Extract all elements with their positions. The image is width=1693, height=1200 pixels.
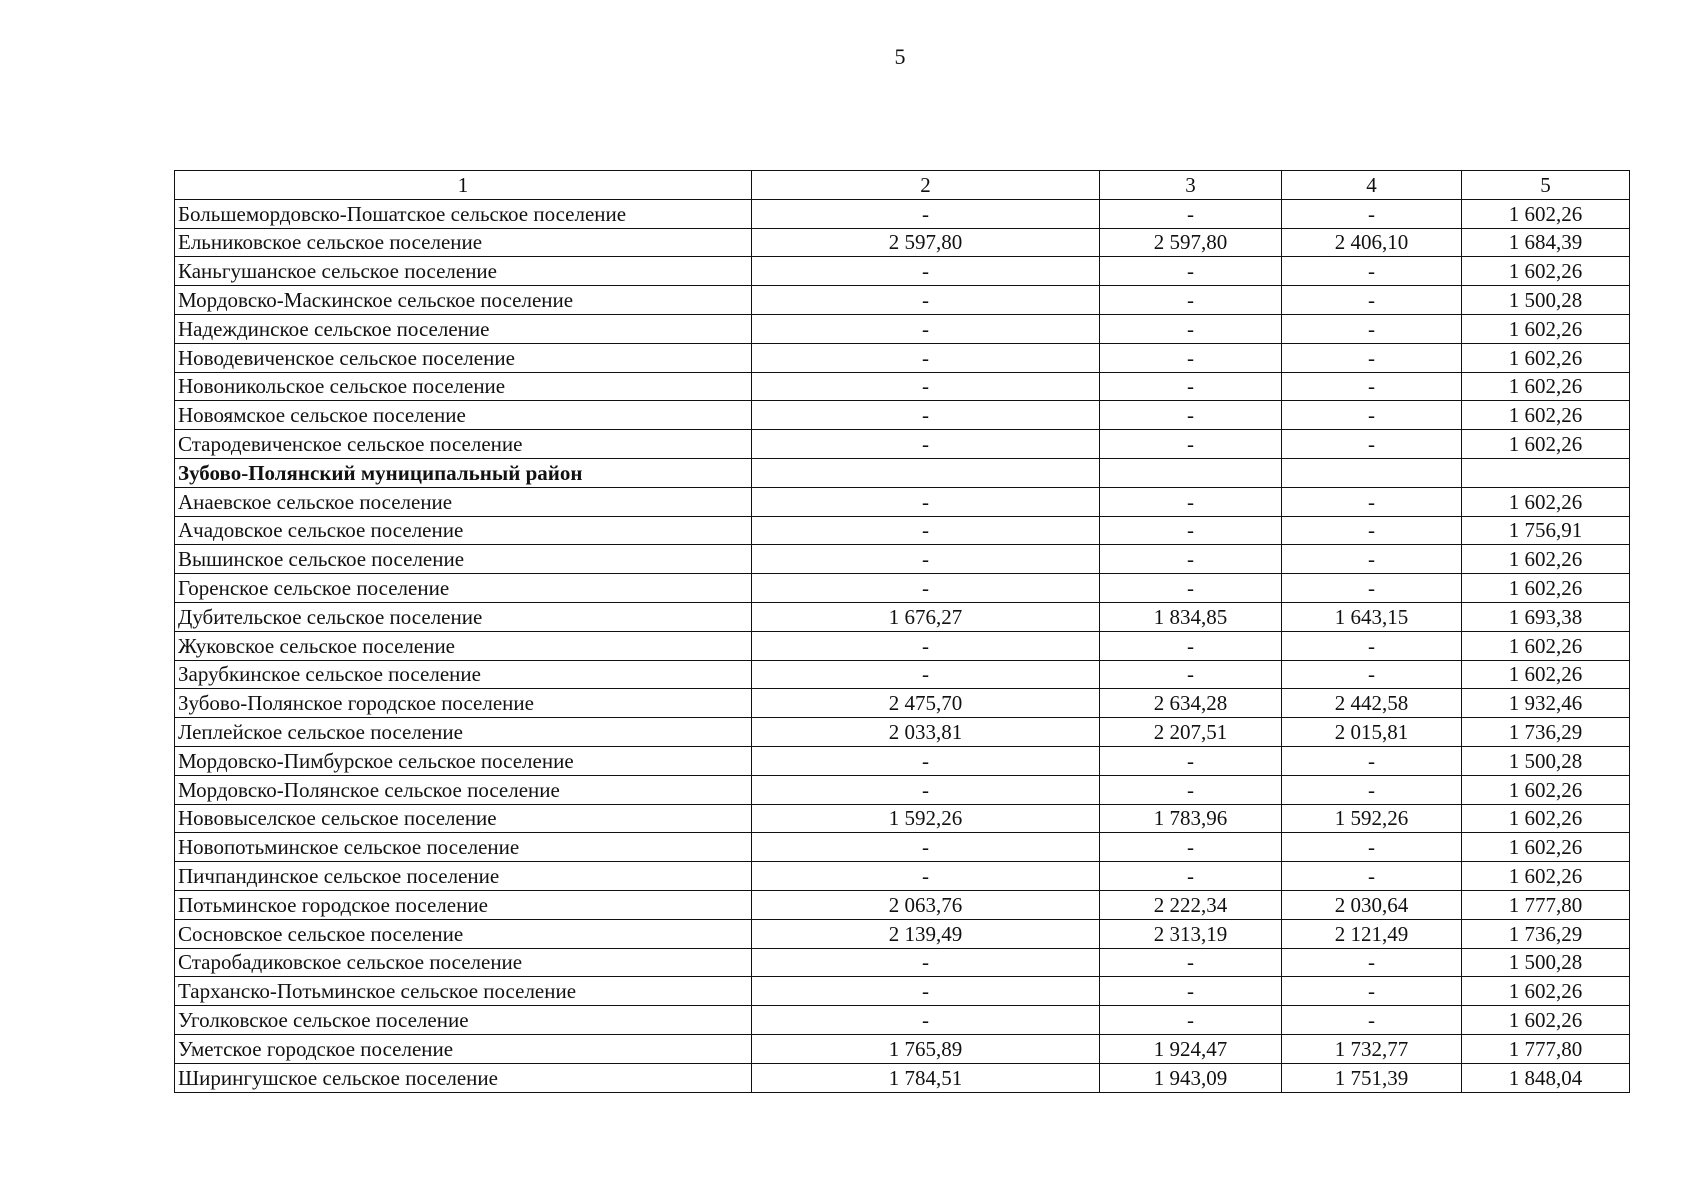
value-col-5-cell: 1 602,26: [1462, 775, 1630, 804]
value-col-3-cell: 2 597,80: [1100, 228, 1282, 257]
value-col-5-cell: 1 602,26: [1462, 574, 1630, 603]
value-col-2-cell: -: [752, 660, 1100, 689]
table-row: [175, 660, 1630, 689]
value-col-5-cell: 1 756,91: [1462, 516, 1630, 545]
settlement-name-cell: Уметское городское поселение: [175, 1034, 752, 1063]
settlement-name-cell: Мордовско-Полянское сельское поселение: [175, 775, 752, 804]
settlement-name-cell: Ельниковское сельское поселение: [175, 228, 752, 257]
value-col-5-cell: 1 602,26: [1462, 804, 1630, 833]
settlement-name-cell: Зубово-Полянское городское поселение: [175, 689, 752, 718]
value-col-5-cell: 1 602,26: [1462, 487, 1630, 516]
value-col-2-cell: 2 063,76: [752, 890, 1100, 919]
value-col-5-cell: 1 602,26: [1462, 314, 1630, 343]
value-col-3-cell: -: [1100, 314, 1282, 343]
value-col-5-cell: 1 602,26: [1462, 199, 1630, 228]
value-col-3-cell: -: [1100, 631, 1282, 660]
settlement-name-cell: Нововыселское сельское поселение: [175, 804, 752, 833]
value-col-2-cell: -: [752, 343, 1100, 372]
table-row: [175, 286, 1630, 315]
value-col-2-cell: -: [752, 977, 1100, 1006]
table-row: [175, 746, 1630, 775]
settlement-name-cell: Новоямское сельское поселение: [175, 401, 752, 430]
value-col-5-cell: 1 602,26: [1462, 401, 1630, 430]
value-col-3-cell: -: [1100, 977, 1282, 1006]
value-col-5-cell: 1 848,04: [1462, 1063, 1630, 1092]
value-col-5-cell: 1 602,26: [1462, 257, 1630, 286]
value-col-4-cell: 1 592,26: [1282, 804, 1462, 833]
value-col-4-cell: 2 406,10: [1282, 228, 1462, 257]
table-row: [175, 430, 1630, 459]
value-col-3-cell: -: [1100, 430, 1282, 459]
value-col-3-cell: -: [1100, 775, 1282, 804]
value-col-2-cell: -: [752, 401, 1100, 430]
value-col-2-cell: -: [752, 286, 1100, 315]
value-col-2-cell: -: [752, 430, 1100, 459]
value-col-5-cell: 1 777,80: [1462, 890, 1630, 919]
value-col-2-cell: -: [752, 487, 1100, 516]
value-col-5-cell: 1 736,29: [1462, 919, 1630, 948]
value-col-4-cell: -: [1282, 545, 1462, 574]
table-row: [175, 1006, 1630, 1035]
value-col-4-cell: -: [1282, 775, 1462, 804]
value-col-3-cell: -: [1100, 660, 1282, 689]
district-heading-row: [175, 458, 1630, 487]
column-header-5: 5: [1462, 171, 1630, 200]
table-body: [175, 199, 1630, 1092]
settlement-name-cell: Новопотьминское сельское поселение: [175, 833, 752, 862]
value-col-5-cell: 1 602,26: [1462, 1006, 1630, 1035]
table-row: [175, 833, 1630, 862]
value-col-4-cell: -: [1282, 487, 1462, 516]
value-col-5-cell: 1 684,39: [1462, 228, 1630, 257]
value-col-2-cell: 1 784,51: [752, 1063, 1100, 1092]
table-row: [175, 343, 1630, 372]
value-col-2-cell: 2 475,70: [752, 689, 1100, 718]
settlement-name-cell: Зарубкинское сельское поселение: [175, 660, 752, 689]
settlement-name-cell: Анаевское сельское поселение: [175, 487, 752, 516]
column-header-2: 2: [752, 171, 1100, 200]
value-col-5-cell: 1 932,46: [1462, 689, 1630, 718]
settlement-name-cell: Дубительское сельское поселение: [175, 602, 752, 631]
value-col-2-cell: -: [752, 631, 1100, 660]
value-col-5-cell: 1 602,26: [1462, 977, 1630, 1006]
settlement-name-cell: Горенское сельское поселение: [175, 574, 752, 603]
settlement-name-cell: Новоникольское сельское поселение: [175, 372, 752, 401]
value-col-3-cell: -: [1100, 257, 1282, 286]
value-col-5-cell: 1 500,28: [1462, 746, 1630, 775]
value-col-5-cell: 1 602,26: [1462, 372, 1630, 401]
settlement-name-cell: Ачадовское сельское поселение: [175, 516, 752, 545]
value-col-3-cell: -: [1100, 574, 1282, 603]
value-col-3-cell: -: [1100, 516, 1282, 545]
table-row: [175, 862, 1630, 891]
value-col-3-cell: 2 634,28: [1100, 689, 1282, 718]
value-col-5-cell: 1 693,38: [1462, 602, 1630, 631]
table-row: [175, 199, 1630, 228]
value-col-3-cell: 1 924,47: [1100, 1034, 1282, 1063]
value-col-4-cell: 1 732,77: [1282, 1034, 1462, 1063]
value-col-4-cell: -: [1282, 948, 1462, 977]
table-row: [175, 372, 1630, 401]
column-header-4: 4: [1282, 171, 1462, 200]
table-row: [175, 487, 1630, 516]
value-col-2-cell: -: [752, 199, 1100, 228]
value-col-2-cell: 1 676,27: [752, 602, 1100, 631]
value-col-5-cell: 1 602,26: [1462, 862, 1630, 891]
value-col-4-cell: -: [1282, 746, 1462, 775]
settlement-name-cell: Тарханско-Потьминское сельское поселение: [175, 977, 752, 1006]
value-col-2-cell: -: [752, 314, 1100, 343]
value-col-4-cell: 1 751,39: [1282, 1063, 1462, 1092]
tariff-table-container: [174, 170, 1629, 1093]
settlement-name-cell: Новодевиченское сельское поселение: [175, 343, 752, 372]
value-col-4-cell: 2 030,64: [1282, 890, 1462, 919]
table-row: [175, 545, 1630, 574]
table-row: [175, 401, 1630, 430]
settlement-name-cell: Ширингушское сельское поселение: [175, 1063, 752, 1092]
value-col-4-cell: -: [1282, 199, 1462, 228]
value-col-5-cell: 1 500,28: [1462, 948, 1630, 977]
value-col-3-cell: -: [1100, 401, 1282, 430]
settlement-name-cell: Старобадиковское сельское поселение: [175, 948, 752, 977]
table-header-row: [175, 171, 1630, 200]
value-col-2-cell: -: [752, 948, 1100, 977]
table-row: [175, 919, 1630, 948]
value-col-4-cell: -: [1282, 833, 1462, 862]
settlement-name-cell: Леплейское сельское поселение: [175, 718, 752, 747]
settlement-name-cell: Мордовско-Маскинское сельское поселение: [175, 286, 752, 315]
value-col-4-cell: -: [1282, 1006, 1462, 1035]
value-col-4-cell: -: [1282, 314, 1462, 343]
value-col-4-cell: 1 643,15: [1282, 602, 1462, 631]
table-row: [175, 228, 1630, 257]
value-col-2-cell: [752, 458, 1100, 487]
value-col-4-cell: -: [1282, 401, 1462, 430]
value-col-4-cell: -: [1282, 430, 1462, 459]
value-col-4-cell: 2 015,81: [1282, 718, 1462, 747]
value-col-3-cell: -: [1100, 833, 1282, 862]
column-header-1: 1: [175, 171, 752, 200]
value-col-3-cell: -: [1100, 199, 1282, 228]
settlement-name-cell: Надеждинское сельское поселение: [175, 314, 752, 343]
settlement-name-cell: Потьминское городское поселение: [175, 890, 752, 919]
settlement-name-cell: Стародевиченское сельское поселение: [175, 430, 752, 459]
value-col-2-cell: -: [752, 746, 1100, 775]
table-row: [175, 516, 1630, 545]
value-col-2-cell: 2 033,81: [752, 718, 1100, 747]
table-row: [175, 977, 1630, 1006]
value-col-4-cell: -: [1282, 660, 1462, 689]
table-row: [175, 1063, 1630, 1092]
value-col-4-cell: -: [1282, 516, 1462, 545]
value-col-3-cell: -: [1100, 1006, 1282, 1035]
value-col-4-cell: 2 121,49: [1282, 919, 1462, 948]
value-col-4-cell: -: [1282, 574, 1462, 603]
page-number: 5: [894, 44, 906, 69]
value-col-5-cell: 1 602,26: [1462, 833, 1630, 862]
value-col-2-cell: 2 597,80: [752, 228, 1100, 257]
value-col-2-cell: 1 765,89: [752, 1034, 1100, 1063]
value-col-5-cell: 1 777,80: [1462, 1034, 1630, 1063]
value-col-4-cell: [1282, 458, 1462, 487]
settlement-name-cell: Каньгушанское сельское поселение: [175, 257, 752, 286]
value-col-5-cell: [1462, 458, 1630, 487]
table-row: [175, 314, 1630, 343]
value-col-2-cell: -: [752, 257, 1100, 286]
value-col-2-cell: -: [752, 574, 1100, 603]
value-col-2-cell: -: [752, 516, 1100, 545]
settlement-name-cell: Большемордовско-Пошатское сельское поселение: [175, 199, 752, 228]
table-row: [175, 257, 1630, 286]
settlement-name-cell: Зубово-Полянский муниципальный район: [175, 458, 752, 487]
column-header-3: 3: [1100, 171, 1282, 200]
value-col-2-cell: -: [752, 545, 1100, 574]
value-col-3-cell: -: [1100, 286, 1282, 315]
table-row: [175, 775, 1630, 804]
settlement-name-cell: Вышинское сельское поселение: [175, 545, 752, 574]
table-row: [175, 718, 1630, 747]
value-col-4-cell: -: [1282, 631, 1462, 660]
table-row: [175, 574, 1630, 603]
settlement-name-cell: Сосновское сельское поселение: [175, 919, 752, 948]
value-col-5-cell: 1 602,26: [1462, 430, 1630, 459]
value-col-4-cell: -: [1282, 862, 1462, 891]
value-col-3-cell: -: [1100, 343, 1282, 372]
value-col-5-cell: 1 602,26: [1462, 660, 1630, 689]
settlement-name-cell: Уголковское сельское поселение: [175, 1006, 752, 1035]
value-col-2-cell: -: [752, 775, 1100, 804]
value-col-3-cell: -: [1100, 862, 1282, 891]
value-col-4-cell: 2 442,58: [1282, 689, 1462, 718]
value-col-3-cell: -: [1100, 372, 1282, 401]
value-col-5-cell: 1 736,29: [1462, 718, 1630, 747]
value-col-2-cell: -: [752, 833, 1100, 862]
value-col-3-cell: -: [1100, 746, 1282, 775]
settlement-name-cell: Пичпандинское сельское поселение: [175, 862, 752, 891]
value-col-5-cell: 1 500,28: [1462, 286, 1630, 315]
table-row: [175, 890, 1630, 919]
value-col-3-cell: [1100, 458, 1282, 487]
value-col-3-cell: 2 222,34: [1100, 890, 1282, 919]
value-col-3-cell: 2 207,51: [1100, 718, 1282, 747]
table-row: [175, 948, 1630, 977]
value-col-5-cell: 1 602,26: [1462, 631, 1630, 660]
value-col-4-cell: -: [1282, 257, 1462, 286]
value-col-2-cell: -: [752, 1006, 1100, 1035]
value-col-3-cell: 1 783,96: [1100, 804, 1282, 833]
table-row: [175, 804, 1630, 833]
value-col-2-cell: -: [752, 862, 1100, 891]
value-col-3-cell: -: [1100, 487, 1282, 516]
value-col-4-cell: -: [1282, 286, 1462, 315]
table-row: [175, 1034, 1630, 1063]
value-col-2-cell: 1 592,26: [752, 804, 1100, 833]
value-col-2-cell: -: [752, 372, 1100, 401]
table-row: [175, 602, 1630, 631]
value-col-5-cell: 1 602,26: [1462, 545, 1630, 574]
value-col-3-cell: 1 834,85: [1100, 602, 1282, 631]
table-row: [175, 631, 1630, 660]
tariff-table: [174, 170, 1630, 1093]
value-col-4-cell: -: [1282, 372, 1462, 401]
value-col-3-cell: -: [1100, 948, 1282, 977]
value-col-4-cell: -: [1282, 343, 1462, 372]
settlement-name-cell: Жуковское сельское поселение: [175, 631, 752, 660]
value-col-4-cell: -: [1282, 977, 1462, 1006]
value-col-3-cell: 2 313,19: [1100, 919, 1282, 948]
value-col-5-cell: 1 602,26: [1462, 343, 1630, 372]
value-col-3-cell: 1 943,09: [1100, 1063, 1282, 1092]
value-col-3-cell: -: [1100, 545, 1282, 574]
settlement-name-cell: Мордовско-Пимбурское сельское поселение: [175, 746, 752, 775]
table-row: [175, 689, 1630, 718]
value-col-2-cell: 2 139,49: [752, 919, 1100, 948]
